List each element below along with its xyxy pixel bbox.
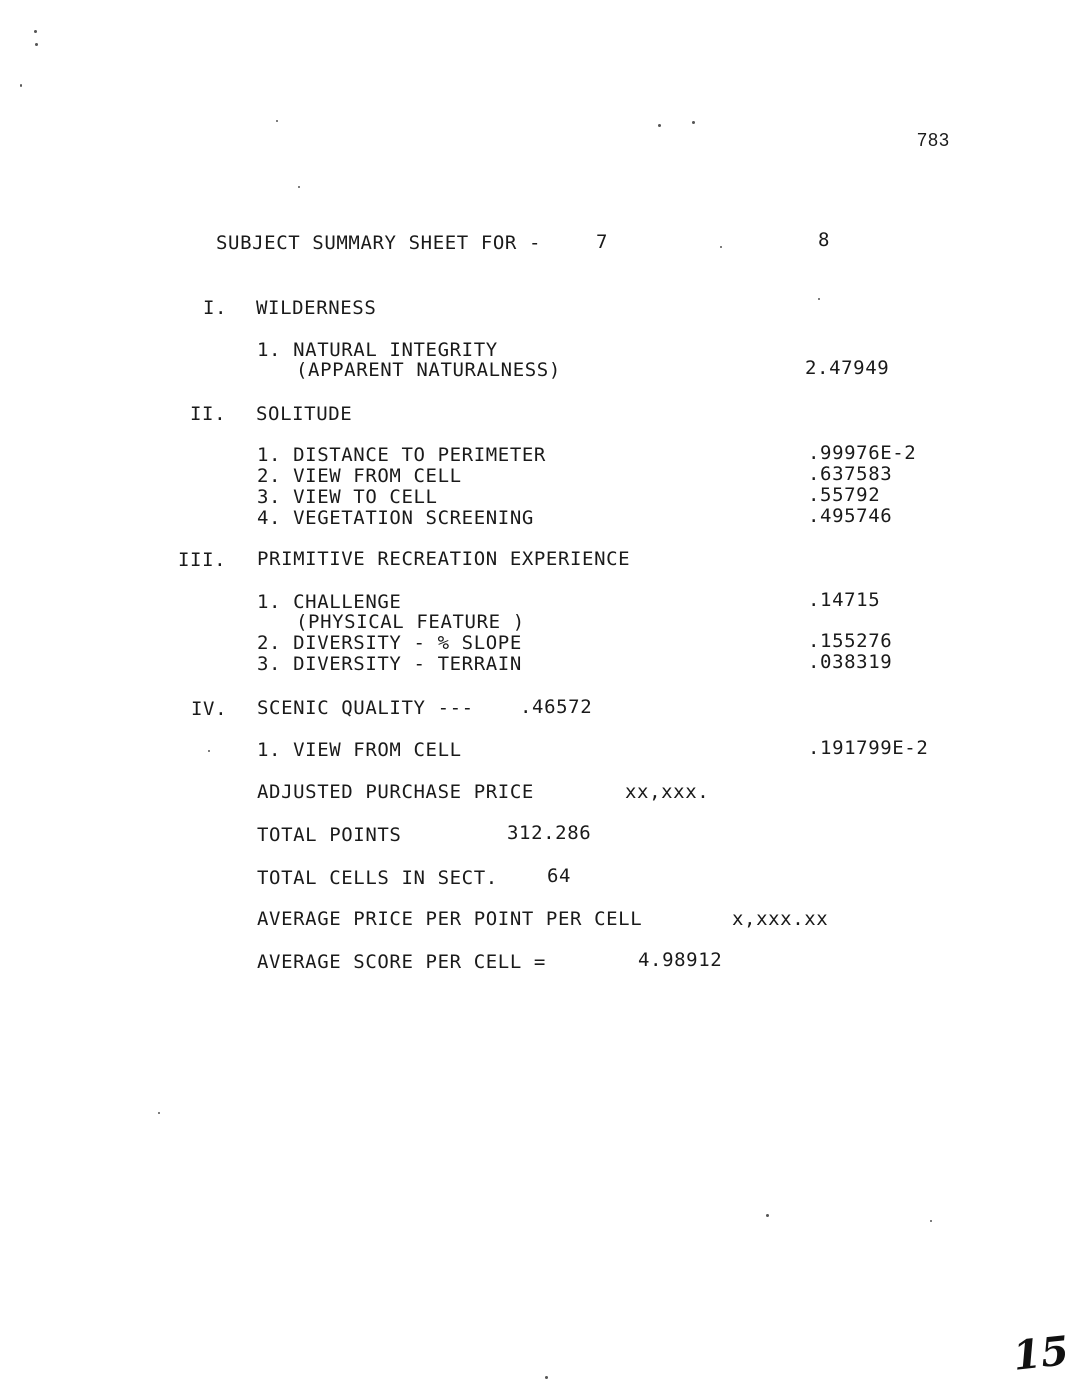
adjusted-price-value: xx,xxx. bbox=[625, 781, 710, 803]
scan-speck bbox=[298, 186, 300, 188]
total-points-value: 312.286 bbox=[507, 822, 592, 844]
scan-speck bbox=[818, 298, 820, 300]
section-heading: WILDERNESS bbox=[256, 297, 377, 319]
item-value: .637583 bbox=[808, 463, 893, 485]
scan-speck bbox=[720, 246, 722, 248]
section-numeral: III. bbox=[178, 549, 227, 571]
avg-price-value: x,xxx.xx bbox=[732, 908, 829, 930]
adjusted-price-label: ADJUSTED PURCHASE PRICE bbox=[257, 781, 534, 803]
section-numeral: I. bbox=[203, 297, 228, 319]
total-cells-value: 64 bbox=[547, 865, 572, 887]
scan-speck bbox=[20, 84, 22, 87]
scan-speck bbox=[34, 30, 37, 33]
title-value-b: 8 bbox=[818, 229, 831, 251]
scan-speck bbox=[276, 120, 278, 122]
item-label-line2: (PHYSICAL FEATURE ) bbox=[296, 611, 525, 633]
item-value: .99976E-2 bbox=[808, 442, 917, 464]
item-value: 2.47949 bbox=[805, 357, 890, 379]
avg-price-label: AVERAGE PRICE PER POINT PER CELL bbox=[257, 908, 643, 930]
page-number: 783 bbox=[917, 130, 951, 150]
scan-speck bbox=[658, 124, 661, 127]
section-numeral: IV. bbox=[191, 698, 228, 720]
item-label: 1. DISTANCE TO PERIMETER bbox=[257, 444, 546, 466]
item-label: 3. VIEW TO CELL bbox=[257, 486, 438, 508]
scan-speck bbox=[692, 121, 695, 124]
item-value: .495746 bbox=[808, 505, 893, 527]
scan-speck bbox=[158, 1112, 160, 1114]
avg-score-value: 4.98912 bbox=[638, 949, 723, 971]
item-value: .038319 bbox=[808, 651, 893, 673]
handwritten-mark: 15 bbox=[1010, 1327, 1071, 1380]
scan-speck bbox=[930, 1220, 932, 1222]
total-points-label: TOTAL POINTS bbox=[257, 824, 402, 846]
section-heading: PRIMITIVE RECREATION EXPERIENCE bbox=[257, 548, 631, 570]
item-value: .155276 bbox=[808, 630, 893, 652]
scan-speck bbox=[545, 1376, 548, 1379]
item-value: .55792 bbox=[808, 484, 881, 506]
avg-score-label: AVERAGE SCORE PER CELL = bbox=[257, 951, 546, 973]
scan-speck bbox=[35, 43, 38, 46]
item-label: 1. VIEW FROM CELL bbox=[257, 739, 462, 761]
item-label: 1. CHALLENGE bbox=[257, 591, 402, 613]
page-title: SUBJECT SUMMARY SHEET FOR - bbox=[216, 232, 542, 254]
item-label: 2. DIVERSITY - % SLOPE bbox=[257, 632, 522, 654]
scan-speck bbox=[766, 1214, 769, 1217]
item-value: .191799E-2 bbox=[808, 737, 929, 759]
title-value-a: 7 bbox=[596, 231, 609, 253]
section-heading: SCENIC QUALITY --- bbox=[257, 697, 474, 719]
section-heading: SOLITUDE bbox=[256, 403, 353, 425]
section-heading-value: .46572 bbox=[520, 696, 593, 718]
total-cells-label: TOTAL CELLS IN SECT. bbox=[257, 867, 498, 889]
item-label: 1. NATURAL INTEGRITY bbox=[257, 339, 498, 361]
item-value: .14715 bbox=[808, 589, 881, 611]
item-label: 3. DIVERSITY - TERRAIN bbox=[257, 653, 522, 675]
item-label: 4. VEGETATION SCREENING bbox=[257, 507, 534, 529]
section-numeral: II. bbox=[190, 403, 227, 425]
item-label: 2. VIEW FROM CELL bbox=[257, 465, 462, 487]
item-label-line2: (APPARENT NATURALNESS) bbox=[296, 359, 561, 381]
scan-speck bbox=[208, 750, 210, 752]
